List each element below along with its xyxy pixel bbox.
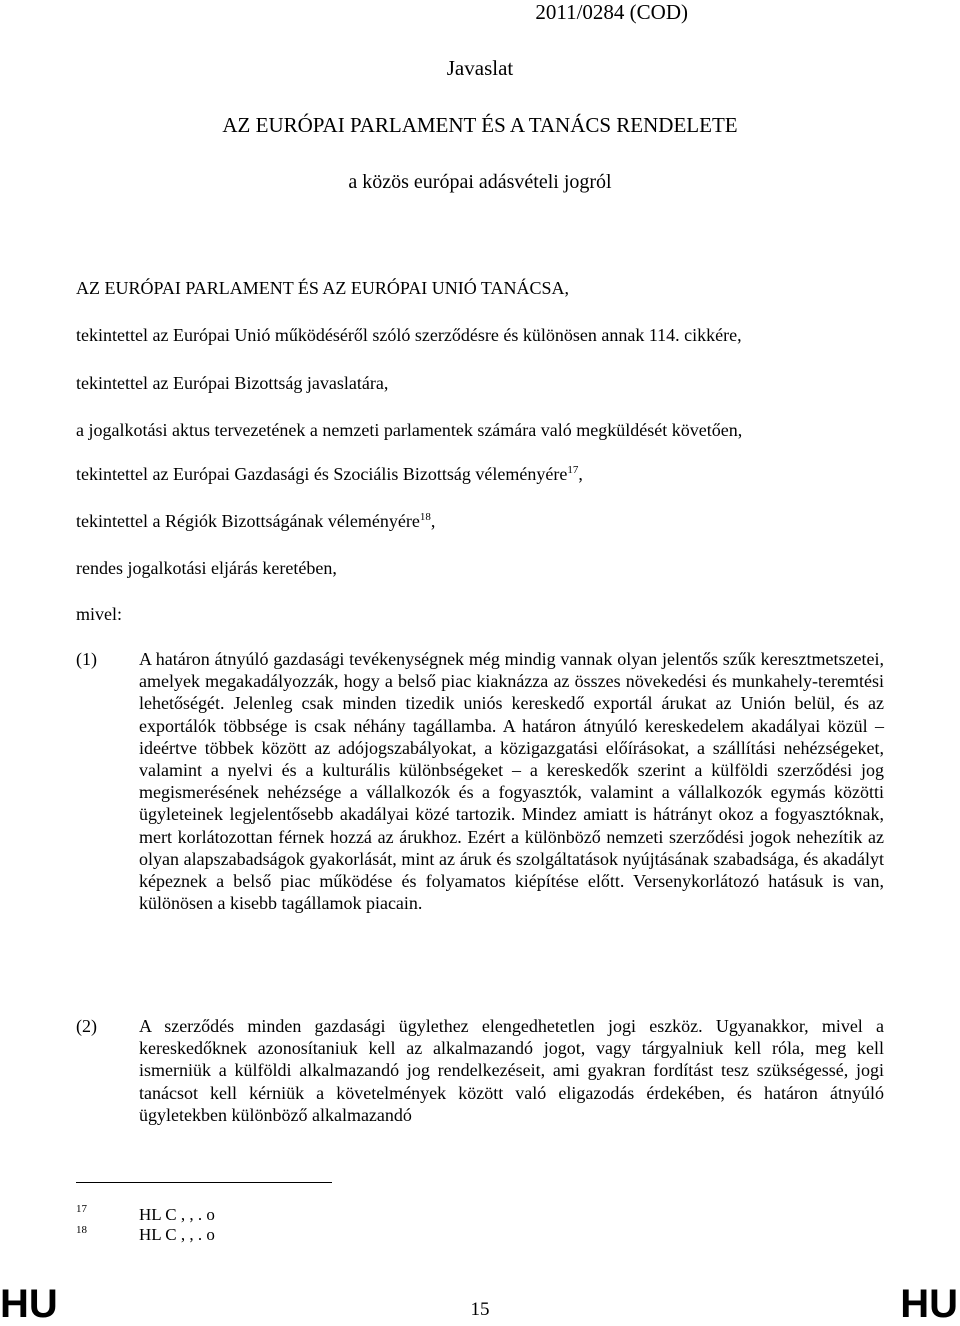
- recital-1-text: A határon átnyúló gazdasági tevékenységnek még mindig vannak olyan jelentős szűk keresztmetszetei, amelyek megakadályozzák, hogy a belső piac kiaknázza az összes növekedési és munkahely-teremtési lehetőségét. Jelenleg csak minden tizedik uniós kereskedő exportál árukat az Unión belül, és az exportálók többsége is csak néhány tagállamba. A határon átnyúló kereskedelem akadályai közül – ideértve többek között az adójogszabályokat, a közigazgatási előírásokat, a szállítási nehézségeket, valamint a nyelvi és a kulturális különbségeket – a kereskedők szerint a külföldi szerződési jog megismerésének nehézsége a vállalkozók és a fogyasztók, valamint a vállalkozók egymás közötti ügyleteinek legjelentősebb akadályai közé tartozik. Mindez amiatt is hátrányt okoz a fogyasztóknak, mert korlátozottan férnek hozzá az árukhoz. Ezért a különböző nemzeti szerződési jogok nehezítik az olyan alapszabadságok gyakorlását, mint az áruk és szolgáltatások nyújtásának szabadsága, és akadályt képeznek a belső piac működése és folyamatos kiépítése előtt. Versenykorlátozó hatásuk is van, különösen a kisebb tagállamok piacain.: [139, 649, 884, 914]
- language-code-left: HU: [0, 1282, 58, 1326]
- footnote-ref-18[interactable]: 18: [419, 511, 431, 523]
- citation-1: tekintettel az Európai Unió működéséről szóló szerződésre és különösen annak 114. cikkére,: [76, 325, 742, 345]
- footnote-17-text: HL C , , . o: [139, 1205, 215, 1224]
- recital-2-text: A szerződés minden gazdasági ügylethez elengedhetetlen jogi eszköz. Ugyanakkor, mivel a kereskedőknek azonosítaniuk kell az alkalmazandó jogot, vagy tárgyalniuk kell róla, meg kell ismerniük a külföldi alkalmazandó jog rendelkezéseit, ami gyakran fordítást tesz szükségessé, jogi tanácsot kell kérniük a követelmények között való eligazodás érdekében, és határon átnyúló ügyletekben különböző alkalmazandó: [139, 1016, 884, 1125]
- citation-4: [76, 463, 583, 485]
- citation-2: tekintettel az Európai Bizottság javaslatára,: [76, 373, 389, 393]
- document-reference: 2011/0284 (COD): [535, 0, 688, 24]
- enacting-body: AZ EURÓPAI PARLAMENT ÉS AZ EURÓPAI UNIÓ TANÁCSA,: [76, 278, 569, 298]
- footnote-17-number: 17: [76, 1203, 87, 1215]
- footnote-18-number: 18: [76, 1224, 87, 1236]
- citation-3: a jogalkotási aktus tervezetének a nemzeti parlamentek számára való megküldését követően,: [76, 420, 743, 440]
- whereas-label: mivel:: [76, 604, 122, 624]
- recital-1-number: (1): [76, 649, 97, 669]
- citation-5-text: tekintettel a Régiók Bizottságának véleményére: [76, 511, 420, 531]
- citation-5-end: ,: [430, 511, 436, 531]
- citation-5: [76, 510, 435, 532]
- page-number: 15: [470, 1299, 490, 1320]
- document-subtitle: a közös európai adásvételi jogról: [348, 171, 612, 193]
- citation-6: rendes jogalkotási eljárás keretében,: [76, 558, 337, 578]
- citation-4-end: ,: [578, 464, 583, 484]
- recital-2-number: (2): [76, 1016, 97, 1036]
- document-type: Javaslat: [446, 56, 514, 80]
- footnote-18-text: HL C , , . o: [139, 1225, 215, 1244]
- language-code-right: HU: [900, 1282, 958, 1326]
- document-title: AZ EURÓPAI PARLAMENT ÉS A TANÁCS RENDELETE: [222, 113, 738, 137]
- footnote-ref-17[interactable]: 17: [567, 464, 579, 476]
- footnote-separator: [76, 1182, 332, 1183]
- citation-4-text: tekintettel az Európai Gazdasági és Szociális Bizottság véleményére: [76, 464, 568, 484]
